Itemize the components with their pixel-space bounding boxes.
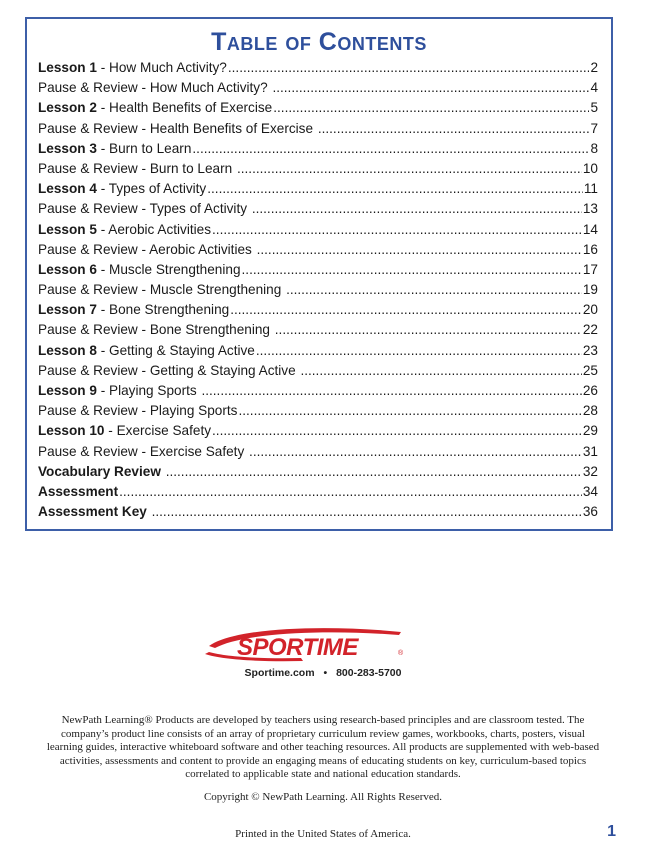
toc-entry[interactable]	[38, 423, 598, 443]
toc-entry-label	[38, 363, 299, 378]
toc-entry-title: - Bone Strengthening	[96, 302, 230, 318]
toc-leader-dots	[237, 161, 582, 176]
toc-leader-dots	[228, 60, 590, 75]
toc-entry-bold-label: Lesson 3	[38, 140, 97, 156]
toc-page-number: 25	[582, 362, 598, 378]
toc-entry-bold-label: Lesson 4	[38, 181, 97, 197]
toc-page-number: 29	[582, 423, 598, 439]
toc-page-number: 13	[582, 201, 598, 217]
toc-entry-title: Pause & Review - Burn to Learn	[38, 160, 236, 176]
toc-entry-title	[161, 464, 165, 479]
toc-leader-dots	[249, 444, 582, 459]
toc-entry-bold-label: Lesson 2	[38, 100, 97, 116]
toc-entry-title	[147, 504, 151, 519]
toc-entry[interactable]	[38, 80, 598, 100]
toc-entry[interactable]	[38, 343, 598, 363]
toc-leader-dots	[207, 181, 583, 196]
toc-list	[38, 60, 598, 524]
toc-entry-label	[38, 141, 191, 156]
toc-page-number: 2	[590, 60, 598, 75]
toc-entry-label	[38, 423, 211, 438]
toc-entry-title: Pause & Review - Getting & Staying Active	[38, 362, 300, 378]
toc-entry[interactable]	[38, 363, 598, 383]
toc-page-number: 23	[582, 342, 598, 358]
toc-leader-dots	[119, 484, 582, 499]
toc-entry-title: Pause & Review - Types of Activity	[38, 201, 251, 217]
toc-leader-dots	[212, 423, 582, 438]
toc-entry-title: Pause & Review - Health Benefits of Exercise	[38, 120, 317, 136]
toc-entry[interactable]	[38, 121, 598, 141]
table-of-contents-box	[25, 17, 613, 531]
toc-entry-label	[38, 484, 118, 499]
logo-registered-mark: ®	[398, 650, 404, 657]
toc-leader-dots	[286, 282, 582, 297]
toc-leader-dots	[238, 403, 581, 418]
toc-entry-title: - How Much Activity?	[96, 60, 227, 75]
toc-leader-dots	[242, 262, 582, 277]
toc-entry-bold-label: Lesson 8	[38, 342, 97, 358]
toc-entry[interactable]	[38, 504, 598, 524]
toc-leader-dots	[166, 464, 582, 479]
toc-page-number: 26	[582, 383, 598, 398]
toc-entry-bold-label: Lesson 5	[38, 221, 97, 237]
toc-entry-title: - Aerobic Activities	[96, 221, 212, 237]
toc-entry-title: Pause & Review - Playing Sports	[38, 403, 238, 419]
toc-entry[interactable]	[38, 201, 598, 221]
toc-entry-title: - Types of Activity	[96, 181, 207, 197]
toc-page-number: 36	[582, 504, 598, 520]
page-title: Table of Contents	[211, 28, 427, 56]
toc-entry-title: Pause & Review - Muscle Strengthening	[38, 282, 286, 298]
toc-entry[interactable]	[38, 464, 598, 484]
toc-entry[interactable]	[38, 302, 598, 322]
toc-entry[interactable]	[38, 60, 598, 80]
toc-entry[interactable]	[38, 181, 598, 201]
toc-entry-bold-label: Lesson 6	[38, 261, 97, 277]
blurb-line: learning guides, interactive whiteboard software and other teaching resources. All products are supplemented with web-based	[46, 741, 600, 753]
toc-entry-label	[38, 100, 272, 115]
toc-entry-title: - Health Benefits of Exercise	[96, 100, 273, 116]
toc-page-number: 5	[590, 100, 598, 116]
toc-page-number: 22	[582, 322, 598, 338]
toc-entry-title: - Getting & Staying Active	[96, 342, 255, 358]
toc-entry-label	[38, 80, 271, 95]
toc-entry-title: - Muscle Strengthening	[96, 261, 241, 277]
toc-leader-dots	[300, 363, 581, 378]
toc-page-number: 31	[582, 443, 598, 459]
toc-entry-label	[38, 262, 241, 277]
sportime-logo	[203, 624, 409, 664]
toc-entry-title: Pause & Review - Exercise Safety	[38, 443, 249, 459]
contact-line	[0, 667, 646, 679]
toc-entry-label	[38, 121, 317, 136]
toc-entry-label	[38, 161, 236, 176]
toc-entry[interactable]	[38, 282, 598, 302]
toc-page-number: 16	[582, 241, 598, 257]
toc-entry-title: - Playing Sports	[96, 383, 201, 398]
toc-entry-label	[38, 343, 255, 358]
toc-entry-bold-label: Assessment Key	[38, 504, 147, 520]
toc-entry[interactable]	[38, 141, 598, 161]
blurb-line: correlated to applicable state and national education standards.	[185, 768, 461, 780]
toc-entry-label	[38, 444, 248, 459]
toc-entry-label	[38, 60, 227, 75]
toc-leader-dots	[318, 121, 590, 136]
toc-leader-dots	[201, 383, 581, 398]
toc-entry-bold-label: Assessment	[38, 483, 119, 499]
toc-entry-bold-label: Lesson 9	[38, 383, 97, 398]
toc-leader-dots	[273, 100, 589, 115]
toc-page-number: 4	[590, 80, 598, 96]
page-number: 1	[607, 823, 616, 840]
toc-entry-title: Pause & Review - Bone Strengthening	[38, 322, 274, 338]
toc-page-number: 14	[582, 221, 598, 237]
toc-leader-dots	[256, 343, 582, 358]
toc-leader-dots	[252, 201, 582, 216]
blurb-line: activities, assessments and content to provide an engaging means of educating students on key, curriculum-based topics	[59, 754, 587, 767]
website-link[interactable]: Sportime.com	[244, 667, 315, 679]
toc-entry-label	[38, 383, 200, 398]
toc-entry[interactable]	[38, 444, 598, 464]
toc-leader-dots	[192, 141, 589, 156]
blurb-line: NewPath Learning® Products are developed by teachers using research-based principles and are classroom tested. The	[61, 714, 585, 726]
toc-page-number: 10	[582, 160, 598, 176]
toc-entry[interactable]	[38, 403, 598, 423]
toc-page-number: 20	[582, 302, 598, 318]
logo-wordmark: SPORTIME	[237, 634, 358, 661]
toc-entry-title: Pause & Review - Aerobic Activities	[38, 241, 256, 257]
toc-entry-title: - Exercise Safety	[104, 423, 212, 439]
toc-entry-label	[38, 222, 211, 237]
toc-entry-bold-label: Lesson 10	[38, 423, 105, 439]
toc-page-number: 34	[582, 483, 598, 499]
toc-page-number: 11	[583, 181, 598, 197]
toc-leader-dots	[257, 242, 582, 257]
toc-page-number: 19	[582, 282, 598, 298]
toc-entry[interactable]	[38, 262, 598, 282]
toc-page-number: 28	[582, 403, 598, 419]
toc-entry-label	[38, 322, 274, 337]
toc-page-number: 7	[590, 120, 598, 136]
blurb-line: company’s product line consists of an array of proprietary curriculum review games, workbooks, charts, posters, visual	[61, 727, 585, 740]
toc-page-number: 8	[590, 140, 598, 156]
toc-entry[interactable]	[38, 222, 598, 242]
printed-notice: Printed in the United States of America.	[235, 828, 411, 840]
toc-page-number: 17	[582, 261, 598, 277]
copyright: Copyright © NewPath Learning. All Rights Reserved.	[203, 791, 443, 803]
toc-entry-title: Pause & Review - How Much Activity?	[38, 80, 272, 96]
toc-entry-bold-label: Vocabulary Review	[38, 463, 161, 479]
toc-entry-label	[38, 282, 285, 297]
toc-entry-label	[38, 181, 206, 196]
toc-entry-label	[38, 201, 251, 216]
toc-entry-label	[38, 302, 229, 317]
toc-leader-dots	[152, 504, 582, 519]
toc-entry-label	[38, 242, 256, 257]
toc-entry[interactable]	[38, 242, 598, 262]
toc-leader-dots	[230, 302, 582, 317]
toc-entry-title: - Burn to Learn	[96, 140, 192, 156]
toc-entry-bold-label: Lesson 7	[38, 302, 97, 318]
toc-leader-dots	[212, 222, 582, 237]
toc-entry[interactable]	[38, 322, 598, 342]
toc-entry-label	[38, 403, 237, 418]
contact-separator: •	[323, 667, 328, 679]
toc-entry-bold-label: Lesson 1	[38, 60, 97, 75]
toc-page-number: 32	[582, 463, 598, 479]
toc-leader-dots	[275, 322, 582, 337]
toc-entry-label	[38, 464, 165, 479]
toc-entry[interactable]	[38, 161, 598, 181]
toc-leader-dots	[272, 80, 589, 95]
toc-entry[interactable]	[38, 383, 598, 403]
toc-entry[interactable]	[38, 484, 598, 504]
phone-number: 800-283-5700	[336, 667, 402, 679]
toc-entry-label	[38, 504, 151, 519]
toc-entry[interactable]	[38, 100, 598, 120]
publisher-blurb	[30, 714, 616, 782]
